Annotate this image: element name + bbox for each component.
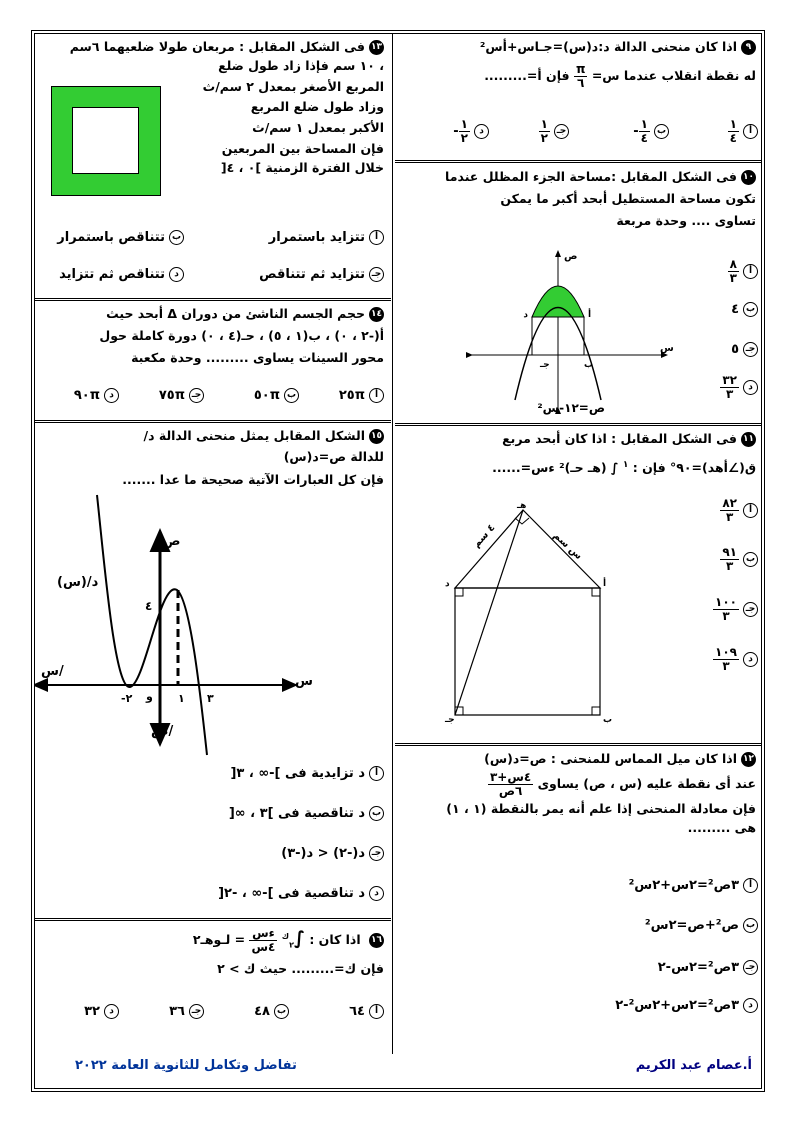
question-number: ١٢	[741, 752, 756, 767]
tick-label-3: ٣	[207, 692, 214, 705]
point-a-label: أ	[603, 579, 607, 589]
option-letter: أ	[743, 264, 758, 279]
question-11	[406, 430, 756, 478]
option-value: ٣٢	[84, 1004, 100, 1019]
option-letter: جـ	[743, 342, 758, 357]
option-value: ٢٥π	[338, 388, 365, 403]
x-axis-neg-label: س/	[41, 664, 64, 679]
frac-den: ٢	[460, 131, 468, 146]
option-sign: -	[633, 124, 639, 140]
frac-den: ٤س	[251, 940, 276, 954]
option-value: ٦٤	[349, 1004, 365, 1019]
option-value: ٣ص²=٢س+٢س²	[628, 878, 739, 893]
question-number: ١٦	[369, 933, 384, 948]
q15-option-d[interactable]	[218, 886, 384, 901]
q10-option-b[interactable]	[731, 302, 758, 317]
q15-option-c[interactable]	[281, 846, 384, 861]
option-value: تتزايد ثم تتناقص	[259, 267, 365, 282]
q15-stem-line3: فإن كل العبارات الآتية صحيحة ما عدا .......	[122, 471, 384, 487]
option-value: ٤	[731, 302, 739, 317]
question-16	[39, 925, 384, 979]
separator	[395, 743, 761, 746]
side-length-label: س سم	[550, 530, 585, 563]
q16-prefix: اذا كان :	[309, 932, 361, 947]
q16-option-d[interactable]	[84, 1004, 119, 1019]
point-b-label: ب	[603, 715, 613, 725]
q12-stem-line2: عند أى نقطة عليه (س ، ص) يساوى	[537, 775, 756, 791]
option-value: ٤٨	[254, 1004, 270, 1019]
option-fraction	[728, 118, 739, 145]
shaded-region	[532, 286, 584, 317]
option-letter: جـ	[743, 960, 758, 975]
tick-label-4: ٤	[145, 599, 153, 613]
frac-den: ٣	[722, 659, 730, 674]
q14-stem-line2: أ(-٢ ، ٠) ، ب(١ ، ٥) ، حـ(٤ ، ٠) دورة كاملة حول	[99, 327, 384, 343]
option-value: تتزايد باستمرار	[268, 230, 365, 245]
option-fraction	[720, 546, 739, 573]
side-length-label: ٤ سم	[471, 522, 498, 551]
q10-option-d[interactable]	[720, 374, 758, 401]
question-10	[406, 168, 756, 230]
point-h-label: هـ	[517, 501, 527, 511]
q16-option-a[interactable]	[349, 1004, 384, 1019]
separator	[395, 423, 761, 426]
q15-option-b[interactable]	[229, 806, 384, 821]
separator	[35, 918, 391, 921]
derivative-curve	[97, 495, 207, 755]
y-axis-label: ص	[163, 534, 181, 549]
q11-stem-line2: ق(∠أهد)=٩٠° فإن :	[632, 459, 756, 475]
option-letter: د	[743, 652, 758, 667]
q16-option-b[interactable]	[254, 1004, 289, 1019]
option-value: ٥٠π	[253, 388, 280, 403]
q13-option-a[interactable]	[269, 230, 384, 245]
curve-equation-label: ص=١٢-س²	[537, 401, 605, 415]
frac-den: ٢	[540, 131, 548, 146]
option-letter: أ	[369, 766, 384, 781]
option-letter: أ	[743, 124, 758, 139]
question-12	[406, 750, 756, 838]
q13-stem-line7: خلال الفترة الزمنية ]٠ ، ٤[	[220, 159, 384, 175]
q13-two-squares-figure	[51, 86, 161, 196]
q13-option-b[interactable]	[57, 230, 184, 245]
option-value: ٣ص²=٢س-٢	[657, 960, 739, 975]
footer-title: تفاضل وتكامل للثانوية العامة ٢٠٢٢	[75, 1058, 297, 1073]
q13-stem-line3: المربع الأصغر بمعدل ٢ سم/ث	[202, 78, 384, 94]
q16-option-c[interactable]	[169, 1004, 204, 1019]
q9-stem-line2: له نقطة انقلاب عندما س=	[591, 67, 756, 83]
separator	[395, 160, 761, 163]
option-letter: د	[743, 998, 758, 1013]
question-15	[39, 427, 384, 489]
option-letter: د	[104, 388, 119, 403]
option-letter: جـ	[743, 602, 758, 617]
frac-num: ١	[540, 117, 548, 131]
q11-stem-line1: فى الشكل المقابل : اذا كان أبحد مربع	[502, 431, 737, 446]
option-value: ٩٠π	[73, 388, 100, 403]
option-value: د تناقصية فى ]-∞ ، -٢[	[218, 886, 365, 901]
tick-label-1: ١	[178, 692, 185, 705]
point-c-label: جـ	[540, 360, 550, 370]
option-fraction	[720, 374, 739, 401]
question-number: ٩	[741, 40, 756, 55]
q14-stem-line3: محور السينات يساوى ......... وحدة مكعبة	[131, 349, 384, 365]
frac-num: ١٠٩	[715, 645, 737, 659]
q14-stem-line1: حجم الجسم الناشئ من دوران Δ أبحد حيث	[106, 306, 365, 321]
frac-num: ٣٢	[722, 373, 737, 387]
question-14	[39, 305, 384, 367]
curve-label: د/(س)	[57, 575, 99, 590]
frac-num: ٨٢	[722, 496, 737, 510]
option-letter: د	[369, 886, 384, 901]
option-value: د تزايدية فى ]-∞ ، ٣[	[230, 766, 365, 781]
frac-num: ٨	[729, 257, 737, 271]
frac-den: ٦ص	[498, 783, 523, 798]
frac-num: ٤س+٣	[489, 769, 532, 784]
option-letter: أ	[369, 1004, 384, 1019]
option-letter: جـ	[189, 388, 204, 403]
inner-square	[72, 107, 139, 174]
square-abcd	[455, 588, 600, 715]
q15-stem-line1: الشكل المقابل يمثل منحنى الدالة د/	[143, 428, 365, 443]
q10-stem-line2: تكون مساحة المستطيل أبحد أكبر ما يمكن	[500, 190, 756, 206]
option-letter: جـ	[369, 267, 384, 282]
option-sign: -	[453, 124, 459, 140]
point-a-label: أ	[588, 310, 592, 320]
q10-option-c[interactable]	[731, 342, 758, 357]
frac-num: ١	[460, 117, 468, 131]
question-number: ١١	[741, 432, 756, 447]
q11-option-a[interactable]	[720, 497, 758, 524]
right-angle-mark	[515, 518, 529, 524]
frac-den: ٣	[729, 271, 737, 286]
question-number: ١٠	[741, 170, 756, 185]
q10-stem-line3: تساوى .... وحدة مربعة	[616, 212, 756, 228]
q9-option-c[interactable]	[539, 118, 569, 145]
column-divider	[392, 34, 393, 1054]
frac-num: ٩١	[722, 545, 737, 559]
frac-den: ٣	[726, 510, 734, 525]
q12-option-d[interactable]	[615, 998, 758, 1013]
q13-option-d[interactable]	[59, 267, 184, 282]
q12-option-b[interactable]	[645, 918, 758, 933]
q11-square-figure	[425, 500, 630, 725]
point-d-label: د	[445, 579, 450, 589]
frac-num: ١	[640, 117, 648, 131]
option-value: د(-٢) < د(-٣)	[281, 846, 365, 861]
option-letter: ب	[369, 806, 384, 821]
option-value: ٣ص²=٢س+٢س²-٢	[615, 998, 739, 1013]
corner-mark	[592, 588, 600, 596]
q9-stem-tail: فإن أ=.........	[484, 67, 570, 83]
integral-upper: ك	[281, 931, 290, 941]
q12-option-a[interactable]	[629, 878, 758, 893]
separator	[35, 420, 391, 423]
q13-stem-line6: فإن المساحة بين المربعين	[221, 140, 384, 156]
option-value: د تناقصية فى ]٣ ، ∞[	[228, 806, 365, 821]
frac-num: ١٠٠	[715, 595, 737, 609]
option-fraction	[728, 258, 739, 285]
option-letter: د	[474, 124, 489, 139]
option-fraction	[713, 646, 739, 673]
question-number: ١٣	[369, 40, 384, 55]
integral-sign: ∫	[293, 928, 305, 949]
frac-num: π	[575, 61, 586, 76]
question-number: ١٥	[369, 429, 384, 444]
option-letter: ب	[743, 552, 758, 567]
option-fraction	[539, 118, 550, 145]
option-letter: أ	[369, 230, 384, 245]
q12-stem-line1: اذا كان ميل المماس للمنحنى : ص=د(س)	[484, 751, 737, 766]
option-letter: د	[104, 1004, 119, 1019]
option-value: ص²+ص=٢س²	[644, 918, 739, 933]
segment-hc	[455, 510, 523, 715]
option-letter: د	[743, 380, 758, 395]
frac-den: ٤	[640, 131, 648, 146]
frac-den: ٦	[577, 75, 585, 90]
option-value: تتناقص باستمرار	[57, 230, 165, 245]
option-letter: أ	[369, 388, 384, 403]
option-value: ٧٥π	[158, 388, 185, 403]
q13-stem-line4: وزاد طول ضلع المربع	[250, 99, 384, 115]
q14-option-a[interactable]	[339, 388, 384, 403]
option-fraction	[459, 118, 470, 145]
corner-mark	[592, 707, 600, 715]
q10-stem-line1: فى الشكل المقابل :مساحة الجزء المظلل عندما	[445, 169, 737, 184]
frac-den: ٣	[722, 609, 730, 624]
question-9	[406, 38, 756, 90]
option-letter: أ	[743, 503, 758, 518]
integral-lower: ٢	[289, 940, 294, 950]
tick-label-minus2: -٢	[121, 692, 133, 705]
frac-den: ٣	[726, 559, 734, 574]
point-b-label: ب	[584, 360, 594, 370]
option-value: تتناقص ثم تتزايد	[59, 267, 165, 282]
option-letter: ب	[654, 124, 669, 139]
q14-option-c[interactable]	[159, 388, 204, 403]
q15-option-a[interactable]	[230, 766, 384, 781]
option-letter: جـ	[369, 846, 384, 861]
option-letter: د	[169, 267, 184, 282]
q9-stem-line1: اذا كان منحنى الدالة د:د(س)=جـاس+أس²	[479, 39, 737, 54]
q15-stem-line2: للدالة ص=د(س)	[283, 448, 384, 464]
option-letter: ب	[169, 230, 184, 245]
corner-mark	[455, 588, 463, 596]
option-fraction	[639, 118, 650, 145]
x-axis-label: س	[660, 343, 674, 354]
frac-num: ءس	[249, 927, 277, 941]
q13-option-c[interactable]	[259, 267, 384, 282]
option-fraction	[720, 497, 739, 524]
q9-option-b[interactable]	[633, 118, 669, 145]
option-letter: جـ	[189, 1004, 204, 1019]
option-value: ٣٦	[169, 1004, 185, 1019]
frac-den: ٣	[726, 387, 734, 402]
y-axis-neg-label: ص/	[151, 724, 174, 739]
question-number: ١٤	[369, 307, 384, 322]
option-value: ٥	[731, 342, 739, 357]
q15-derivative-graph	[35, 490, 325, 760]
option-letter: جـ	[554, 124, 569, 139]
q16-stem-line2: فإن ك=......... حيث ك > ٢	[217, 961, 384, 977]
q14-option-d[interactable]	[74, 388, 119, 403]
q16-fraction	[249, 927, 277, 954]
y-axis-label: ص	[564, 251, 578, 262]
q9-option-d[interactable]	[453, 118, 489, 145]
q12-stem-line4: هى .........	[687, 819, 756, 835]
option-letter: ب	[284, 388, 299, 403]
q12-stem-line3: فإن معادلة المنحنى إذا علم أنه يمر بالنقطة (١ ، ١)	[446, 801, 756, 817]
q11-integral: ∫ (هـ حـ)² ءس=......	[492, 459, 619, 475]
q11-option-d[interactable]	[713, 646, 758, 673]
q16-eq: = لـوهـ٢	[192, 932, 246, 947]
footer-author: أ.عصام عبد الكريم	[635, 1058, 752, 1073]
point-d-label: د	[523, 310, 528, 320]
frac-den: ٤	[729, 131, 737, 146]
separator	[35, 298, 391, 301]
q12-option-c[interactable]	[658, 960, 758, 975]
x-axis-label: س	[295, 674, 313, 689]
q9-option-a[interactable]	[728, 118, 758, 145]
q11-option-c[interactable]	[713, 596, 758, 623]
q14-option-b[interactable]	[254, 388, 299, 403]
frac-num: ١	[729, 117, 737, 131]
origin-label: و	[146, 690, 153, 703]
option-fraction	[713, 596, 739, 623]
q9-pi-fraction	[574, 63, 588, 90]
q13-stem-line1: فى الشكل المقابل : مربعان طولا ضلعيهما ٦سم	[69, 39, 365, 54]
q12-slope-fraction	[488, 771, 533, 798]
option-letter: أ	[743, 878, 758, 893]
q10-parabola-figure	[460, 245, 680, 420]
q13-stem-line2: ، ١٠ سم فإذا زاد طول ضلع	[218, 57, 384, 73]
point-c-label: جـ	[445, 715, 455, 725]
option-letter: ب	[743, 918, 758, 933]
q10-option-a[interactable]	[728, 258, 758, 285]
q13-stem-line5: الأكبر بمعدل ١ سم/ث	[252, 120, 384, 135]
q11-option-b[interactable]	[720, 546, 758, 573]
option-letter: ب	[743, 302, 758, 317]
integral-upper-limit: ١	[622, 459, 629, 470]
option-letter: ب	[274, 1004, 289, 1019]
